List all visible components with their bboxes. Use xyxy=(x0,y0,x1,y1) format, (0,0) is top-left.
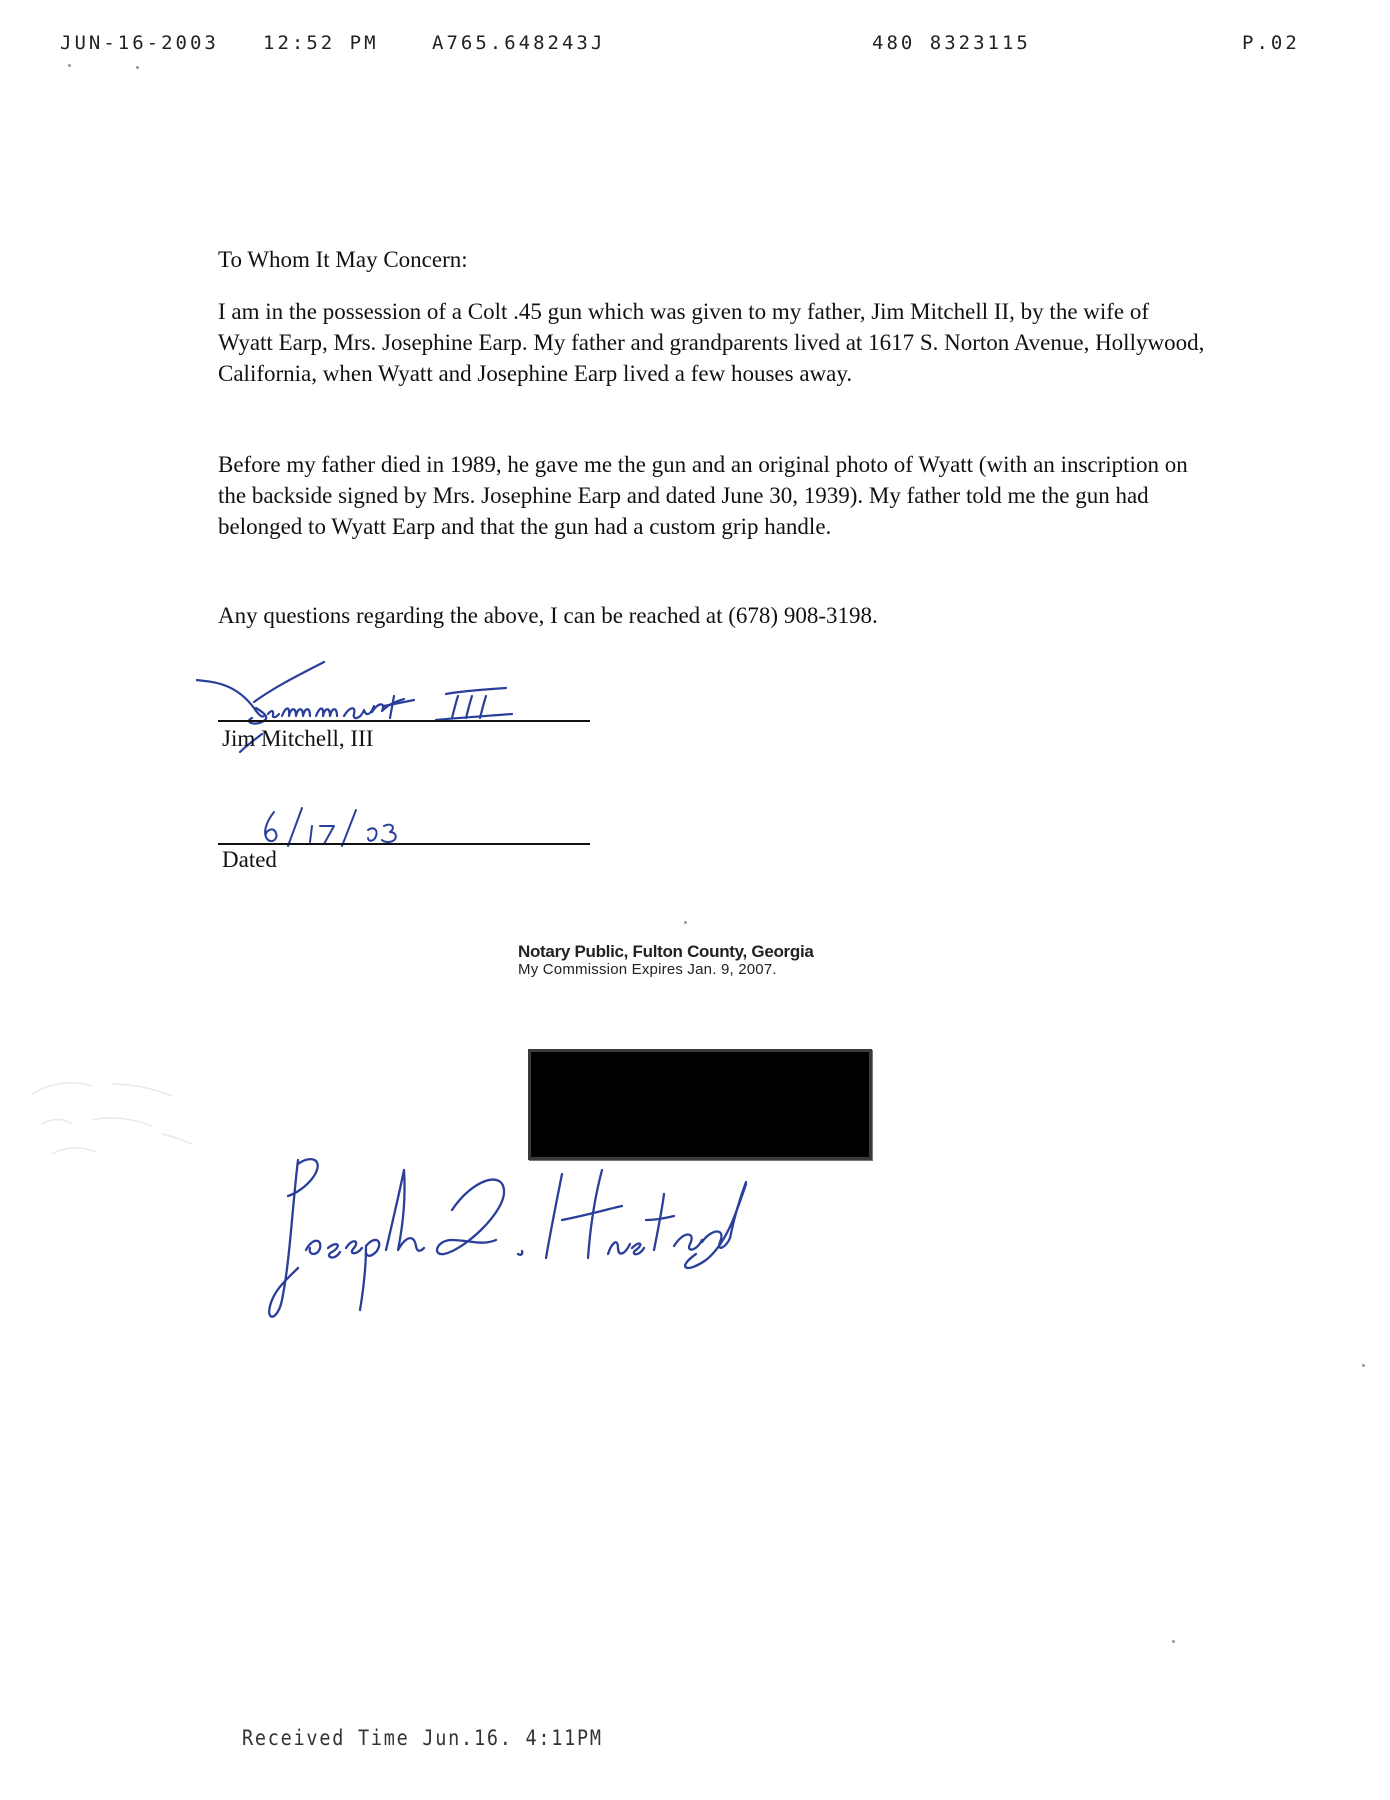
paragraph-text: Before my father died in 1989, he gave me the gun and an original photo of Wyatt (with an inscription on the backside signed by Mrs. Josephine Earp and dated June 30, 1939). My father told me the gun had belonged to Wyatt Earp and that the gun had a custom grip handle. xyxy=(218,452,1188,539)
redaction-box xyxy=(528,1049,872,1160)
fax-time: 12:52 PM xyxy=(263,32,379,54)
notary-block xyxy=(518,942,814,978)
date-label: Dated xyxy=(222,847,277,872)
salutation: To Whom It May Concern: xyxy=(218,247,468,272)
fax-date: JUN-16-2003 xyxy=(60,32,219,54)
scan-speck xyxy=(684,921,687,924)
fax-sender-id: A765.648243J xyxy=(432,32,606,54)
fax-page-number: P.02 xyxy=(1242,32,1300,54)
notary-title: Notary Public, Fulton County, Georgia xyxy=(518,942,814,961)
letter-paragraph-1 xyxy=(218,296,1208,389)
letter-paragraph-2 xyxy=(218,449,1208,542)
date-line xyxy=(218,843,590,845)
scan-speck xyxy=(136,66,139,69)
notary-commission: My Commission Expires Jan. 9, 2007. xyxy=(518,961,777,978)
fax-phone: 480 8323115 xyxy=(872,32,1031,54)
stamp-ghost-mark xyxy=(22,1064,212,1174)
signature-line xyxy=(218,720,590,722)
letter-paragraph-3 xyxy=(218,600,1208,631)
handwritten-signature-notary xyxy=(262,1150,782,1330)
paragraph-text: I am in the possession of a Colt .45 gun which was given to my father, Jim Mitchell II, by the wife of Wyatt Earp, Mrs. Josephine Earp. My father and grandparents lived at 1617 S. Norton Avenue, Hollywood, California, when Wyatt and Josephine Earp lived a few houses away. xyxy=(218,299,1205,386)
received-time: Received Time Jun.16. 4:11PM xyxy=(242,1726,603,1750)
scan-speck xyxy=(68,64,71,67)
signer-name: Jim Mitchell, III xyxy=(222,726,374,751)
scan-speck xyxy=(1362,1364,1365,1367)
paragraph-text: Any questions regarding the above, I can be reached at (678) 908-3198. xyxy=(218,603,878,628)
scan-speck xyxy=(1172,1640,1175,1643)
fax-header xyxy=(0,32,1390,56)
